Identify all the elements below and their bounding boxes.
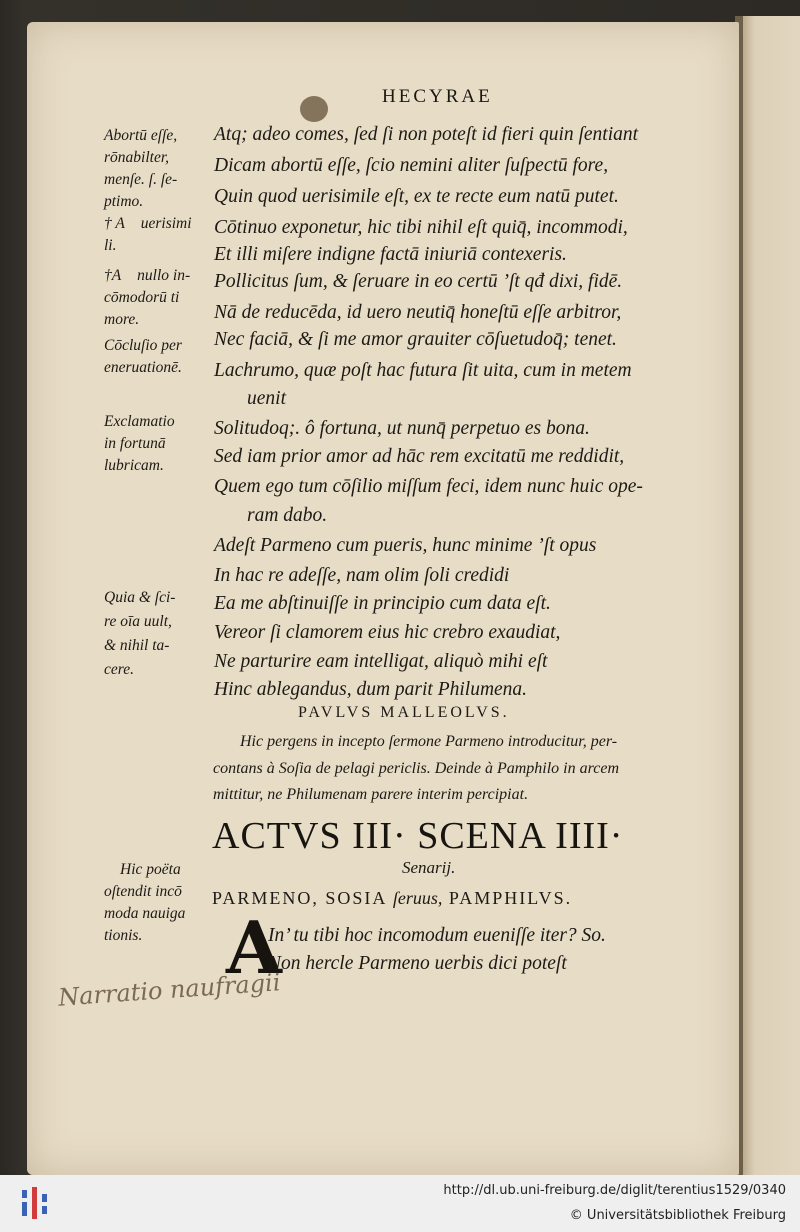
- personae-names: PARMENO, SOSIA: [212, 888, 387, 908]
- verse-line: Ea me abſtinuiſſe in principio cum data eſt.: [214, 593, 551, 614]
- margin-note: †A᷑ nullo in-: [104, 267, 191, 284]
- meter-label: Senarij.: [402, 858, 456, 877]
- verse-line: Pollicitus ſum, & ſeruare in eo certū ’ſt qđ dixi, fidē.: [214, 271, 623, 292]
- commentary-line: mittitur, ne Philumenam parere interim percipiat.: [213, 786, 529, 803]
- verse-line: Ne parturire eam intelligat, aliquò mihi eſt: [214, 651, 548, 672]
- handwritten-annotation: Narratio naufragii: [57, 968, 282, 1012]
- verse-line: uenit: [247, 388, 286, 409]
- margin-note: re oīa uult,: [104, 613, 172, 630]
- verse-line: Sed iam prior amor ad hāc rem excitatū me reddidit,: [214, 446, 625, 467]
- margin-note: menſe. ſ. ſe-: [104, 171, 178, 188]
- verse-line: Nec faciā, & ſi me amor grauiter cōſuetudoq̄; tenet.: [214, 329, 617, 350]
- margin-note: Quia & ſci-: [104, 589, 176, 606]
- running-head: HECYRAE: [382, 86, 493, 107]
- margin-note: in fortunā: [104, 435, 166, 452]
- verse-line: Cōtinuo exponetur, hic tibi nihil eſt quiq̄, incommodi,: [214, 217, 628, 238]
- margin-note: moda nauiga: [104, 905, 186, 922]
- verse-line: Et illi miſere indigne factā iniuriā contexeris.: [214, 244, 567, 265]
- verse-line: Lachrumo, quæ poſt hac futura ſit uita, cum in metem: [214, 360, 632, 381]
- verse-line: Nā de reducēda, id uero neutiq̄ honeſtū eſſe arbitror,: [214, 302, 622, 323]
- margin-note: Exclamatio: [104, 413, 175, 430]
- facing-page-edge: [742, 16, 800, 1175]
- margin-note: more.: [104, 311, 140, 328]
- commentary-line: Hic pergens in incepto ſermone Parmeno introducitur, per-: [240, 733, 618, 750]
- verse-line: In hac re adeſſe, nam olim ſoli credidi: [214, 565, 510, 586]
- verse-line: ram dabo.: [247, 505, 328, 526]
- commentary-line: contans à Soſia de pelagi periclis. Deinde à Pamphilo in arcem: [213, 760, 620, 777]
- margin-note: ptimo.: [104, 193, 144, 210]
- viewer-footer: [0, 1175, 800, 1232]
- personae-role: ſeruus,: [392, 888, 443, 908]
- ink-stain: [300, 96, 328, 122]
- margin-note: li.: [104, 237, 117, 254]
- verse-line: Atq; adeo comes, ſed ſi non poteſt id fieri quin ſentiant: [214, 124, 639, 145]
- verse-line: Solitudoq;. ô fortuna, ut nunq̄ perpetuo es bona.: [214, 418, 590, 439]
- margin-note: † A᷑ uerisimi: [104, 215, 192, 232]
- margin-note: Cōcluſio per: [104, 337, 182, 354]
- margin-note: oſtendit incō: [104, 883, 182, 900]
- personae-names: PAMPHILVS.: [448, 888, 573, 908]
- copyright-notice: © Universitätsbibliothek Freiburg: [569, 1208, 786, 1223]
- drop-cap: A: [226, 905, 282, 990]
- verse-line: Hinc ablegandus, dum parit Philumena.: [214, 679, 528, 700]
- permalink-url[interactable]: http://dl.ub.uni-freiburg.de/diglit/terentius1529/0340: [443, 1183, 786, 1198]
- margin-note: eneruationē.: [104, 359, 182, 376]
- margin-note: rōnabilter,: [104, 149, 170, 166]
- margin-note: Hic poëta: [120, 861, 181, 878]
- verse-line: Vereor ſi clamorem eius hic crebro exaudiat,: [214, 622, 561, 643]
- margin-note: Abortū eſſe,: [104, 127, 178, 144]
- act-scene-heading: ACTVS III· SCENA IIII·: [212, 815, 624, 857]
- margin-note: & nihil ta-: [104, 637, 170, 654]
- commentator-heading: PAVLVS MALLEOLVS.: [298, 704, 510, 721]
- margin-note: lubricam.: [104, 457, 164, 474]
- verse-line: Dicam abortū eſſe, ſcio nemini aliter ſuſpectū fore,: [214, 155, 609, 176]
- verse-line: Adeſt Parmeno cum pueris, hunc minime ’ſt opus: [214, 535, 597, 556]
- scene-line: Non hercle Parmeno uerbis dici poteſt: [268, 953, 567, 974]
- ub-freiburg-logo-icon[interactable]: [18, 1186, 52, 1220]
- margin-note: cōmodorū ti: [104, 289, 180, 306]
- margin-note: tionis.: [104, 927, 143, 944]
- margin-note: cere.: [104, 661, 134, 678]
- scene-line: In’ tu tibi hoc incomodum eueniſſe iter? So.: [268, 925, 606, 946]
- verse-line: Quem ego tum cōſilio miſſum feci, idem nunc huic ope-: [214, 476, 643, 497]
- verse-line: Quin quod uerisimile eſt, ex te recte eum natū putet.: [214, 186, 619, 207]
